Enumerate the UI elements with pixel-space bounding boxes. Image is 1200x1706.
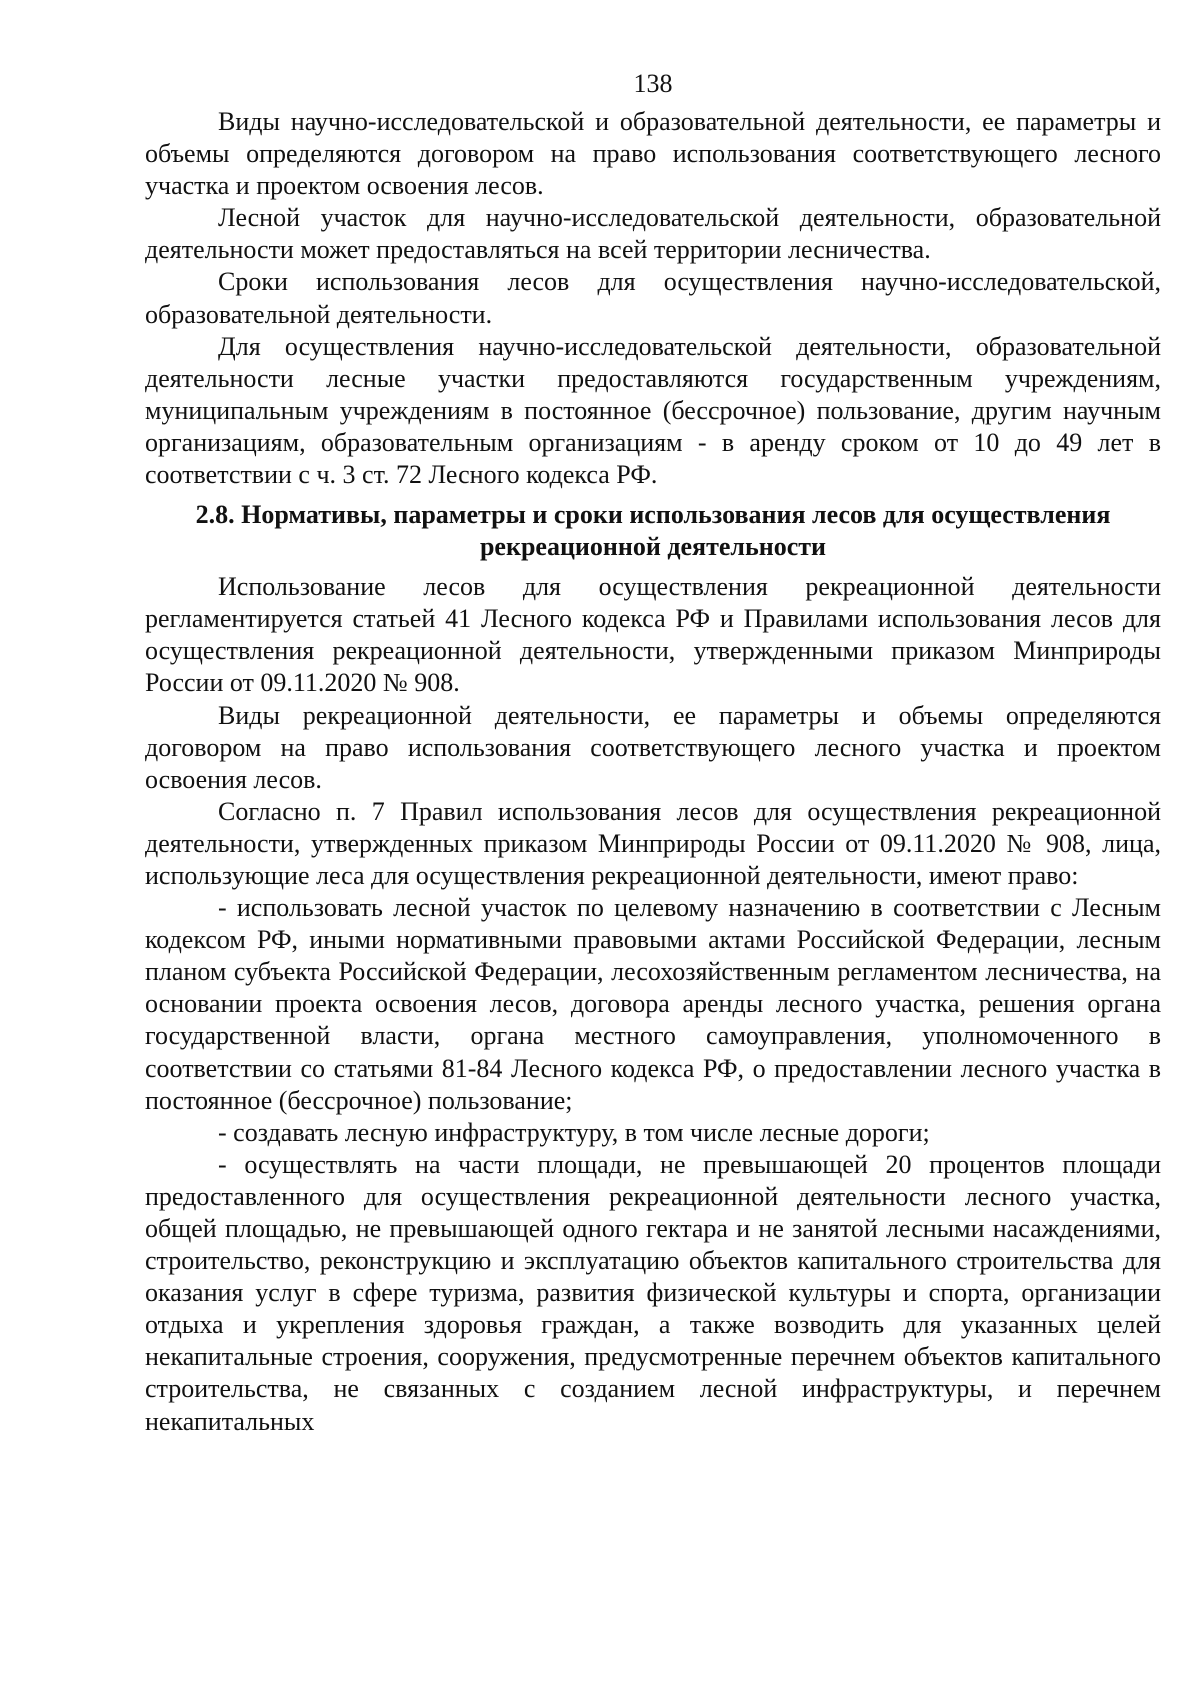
- paragraph: Использование лесов для осуществления рекреационной деятельности регламентируется статьей 41 Лесного кодекса РФ и Правилами использования лесов для осуществления рекреационной деятельности, утвержденными приказом Минприроды России от 09.11.2020 № 908.: [145, 572, 1161, 698]
- list-item: - осуществлять на части площади, не превышающей 20 процентов площади предоставленного для осуществления рекреационной деятельности лесного участка, общей площадью, не превышающей одного гектара и не занятой лесными насаждениями, строительство, реконструкцию и эксплуатацию объектов капитального строительства для оказания услуг в сфере туризма, развития физической культуры и спорта, организации отдыха и укрепления здоровья граждан, а также возводить для указанных целей некапитальные строения, сооружения, предусмотренные перечнем объектов капитального строительства, не связанных с созданием лесной инфраструктуры, и перечнем некапитальных: [145, 1149, 1161, 1436]
- document-page: [145, 68, 1161, 1438]
- paragraph: Для осуществления научно-исследовательской деятельности, образовательной деятельности лесные участки предоставляются государственным учреждениям, муниципальным учреждениям в постоянное (бессрочное) пользование, другим научным организациям, образовательным организациям - в аренду сроком от 10 до 49 лет в соответствии с ч. 3 ст. 72 Лесного кодекса РФ.: [145, 331, 1161, 490]
- paragraph: Сроки использования лесов для осуществления научно-исследовательской, образовательной деятельности.: [145, 267, 1161, 329]
- section-heading: [145, 499, 1161, 563]
- list-item: - использовать лесной участок по целевому назначению в соответствии с Лесным кодексом РФ, иными нормативными правовыми актами Российской Федерации, лесным планом субъекта Российской Федерации, лесохозяйственным регламентом лесничества, на основании проекта освоения лесов, договора аренды лесного участка, решения органа государственной власти, органа местного самоуправления, уполномоченного в соответствии со статьями 81-84 Лесного кодекса РФ, о предоставлении лесного участка в постоянное (бессрочное) пользование;: [145, 893, 1161, 1115]
- section-heading-line: 2.8. Нормативы, параметры и сроки использования лесов для осуществления: [195, 500, 1111, 530]
- paragraph: Виды рекреационной деятельности, ее параметры и объемы определяются договором на право использования соответствующего лесного участка и проектом освоения лесов.: [145, 700, 1161, 794]
- page-number: 138: [633, 69, 673, 98]
- list-item: - создавать лесную инфраструктуру, в том числе лесные дороги;: [218, 1117, 930, 1147]
- section-heading-line: рекреационной деятельности: [479, 532, 827, 562]
- paragraph: Лесной участок для научно-исследовательской деятельности, образовательной деятельности может предоставляться на всей территории лесничества.: [145, 203, 1161, 265]
- paragraph: Согласно п. 7 Правил использования лесов для осуществления рекреационной деятельности, утвержденных приказом Минприроды России от 09.11.2020 № 908, лица, использующие леса для осуществления рекреационной деятельности, имеют право:: [145, 796, 1161, 890]
- paragraph: Виды научно-исследовательской и образовательной деятельности, ее параметры и объемы определяются договором на право использования соответствующего лесного участка и проектом освоения лесов.: [145, 107, 1161, 201]
